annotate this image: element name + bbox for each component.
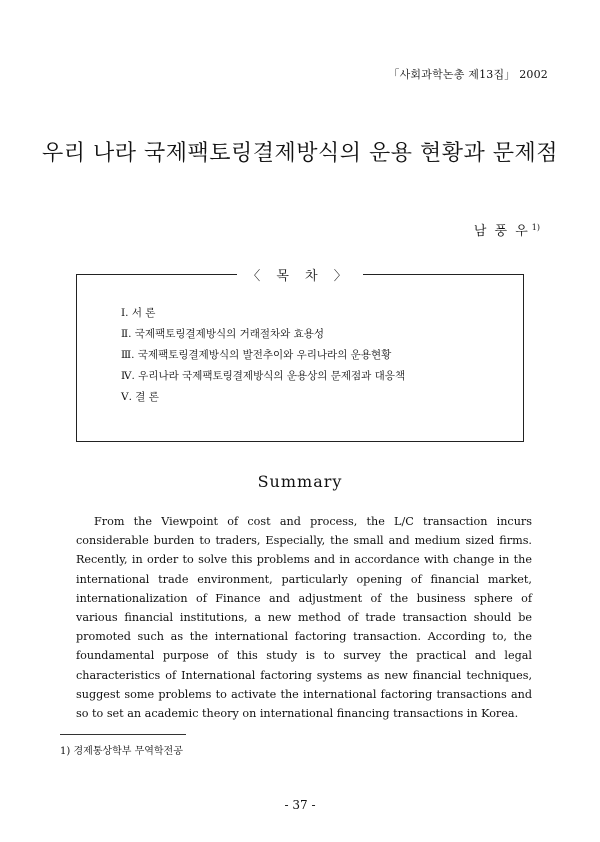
toc-heading: 〈 목 차 〉 [237, 269, 363, 284]
page-number: - 37 - [284, 798, 316, 812]
table-of-contents [76, 269, 524, 442]
author-name: 남 풍 우 [473, 224, 530, 239]
paper-title: 우리 나라 국제팩토링결제방식의 운용 현황과 문제점 [41, 141, 558, 166]
toc-item: Ⅴ. 결 론 [121, 391, 159, 403]
footnote: 1) 경제통상학부 무역학전공 [60, 746, 183, 757]
journal-reference: 「사회과학논총 제13집」 2002 [388, 68, 548, 81]
toc-heading-wrap [77, 265, 523, 284]
footnote-divider [60, 734, 186, 735]
toc-item: Ⅳ. 우리나라 국제팩토링결제방식의 운용상의 문제점과 대응책 [121, 370, 406, 382]
summary-body: From the Viewpoint of cost and process, the L/C transaction incurs considerable burden to traders, Especially, the small and medium sized firms. Recently, in order to solve this problems and in accordance with change in the international trade environment, particularly opening of financial market, internationalization of Finance and adjustment of the business sphere of various financial institutions, a new method of trade transaction should be promoted such as the international factoring transaction. According to, the foundamental purpose of this study is to survey the practical and legal characteristics of International factoring systems as new financial techniques, suggest some problems to activate the international factoring transactions and so to set an academic theory on international financing transactions in Korea. [76, 515, 532, 721]
summary-heading: Summary [257, 472, 343, 491]
toc-item: Ⅲ. 국제팩토링결제방식의 발전추이와 우리나라의 운용현황 [121, 349, 392, 361]
toc-list [121, 303, 405, 408]
toc-item: Ⅰ. 서 론 [121, 307, 156, 319]
author-line [474, 220, 540, 239]
toc-item: Ⅱ. 국제팩토링결제방식의 거래절차와 효용성 [121, 328, 325, 340]
author-footnote-mark: 1) [531, 222, 540, 232]
